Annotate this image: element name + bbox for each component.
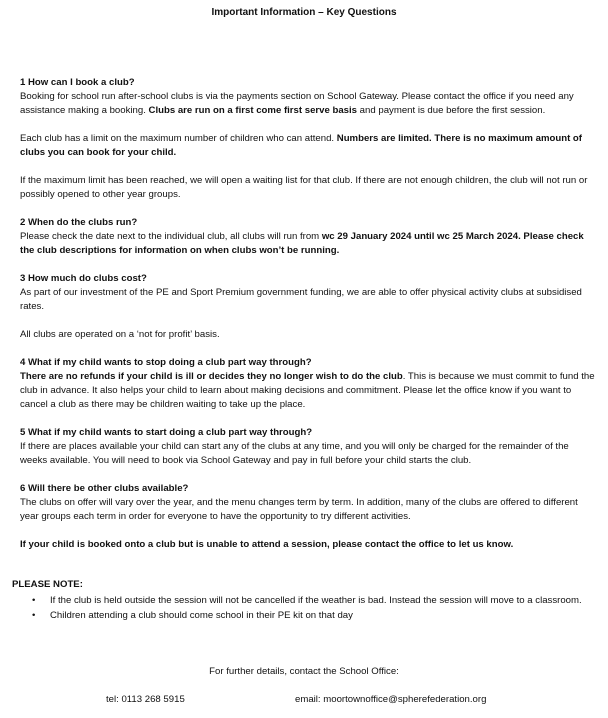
question-4-paragraph	[20, 370, 596, 412]
further-details-text: For further details, contact the School Office:	[209, 666, 399, 677]
question-2-paragraph	[20, 230, 596, 258]
question-1-paragraph-booking	[20, 90, 596, 118]
list-item	[32, 609, 592, 623]
question-2-heading: 2 When do the clubs run?	[20, 217, 138, 228]
question-3-heading: 3 How much do clubs cost?	[20, 273, 147, 284]
refund-explanation-text: . This is because we must commit to fund the club in advance. It also helps your child to learn about making decisions and commitment. Please let the office know if you want to cancel a club as there may be children waiting to take up the place.	[20, 371, 595, 410]
please-note-list	[32, 594, 592, 624]
bullet-icon: •	[32, 595, 36, 606]
bullet-icon: •	[32, 610, 36, 621]
question-1-paragraph-limit	[20, 132, 596, 160]
numbers-limited-text: Numbers are limited. There is no maximum amount of clubs you can book for your child.	[20, 133, 582, 158]
question-3-paragraph-not-for-profit: All clubs are operated on a ‘not for profit’ basis.	[20, 329, 220, 340]
question-5-paragraph: If there are places available your child can start any of the clubs at any time, and you will only be charged for the remainder of the weeks available. You will need to book via School Gateway and pay in full before your child starts the club.	[20, 441, 569, 466]
limit-text: Each club has a limit on the maximum number of children who can attend.	[20, 133, 337, 144]
first-come-text: Clubs are run on a first come first serve basis	[148, 105, 358, 116]
list-item	[32, 594, 592, 608]
question-5-heading: 5 What if my child wants to start doing a club part way through?	[20, 427, 313, 438]
note-pe-kit-text: Children attending a club should come school in their PE kit on that day	[50, 610, 353, 621]
question-4-heading: 4 What if my child wants to stop doing a club part way through?	[20, 357, 312, 368]
attendance-notice: If your child is booked onto a club but is unable to attend a session, please contact the office to let us know.	[20, 539, 514, 550]
dates-bold-text: wc 29 January 2024 until wc 25 March 2024. Please check the club descriptions for information on when clubs won’t be running.	[20, 231, 584, 256]
telephone-number: tel: 0113 268 5915	[106, 694, 185, 705]
email-address[interactable]: email: moortownoffice@spherefederation.org	[295, 694, 487, 705]
payment-text: and payment is due before the first session.	[357, 105, 546, 116]
page-title: Important Information – Key Questions	[211, 7, 397, 18]
please-note-heading: PLEASE NOTE:	[12, 579, 83, 590]
question-6-paragraph: The clubs on offer will vary over the year, and the menu changes term by term. In addition, many of the clubs are offered to different year groups each term in order for everyone to have the opportunity to try different activities.	[20, 497, 578, 522]
booking-text: Booking for school run after-school clubs is via the payments section on School Gateway. Please contact the office if you need any assistance making a booking.	[20, 91, 574, 116]
note-weather-text: If the club is held outside the session will not be cancelled if the weather is bad. Instead the session will move to a classroom.	[50, 595, 582, 606]
question-6-heading: 6 Will there be other clubs available?	[20, 483, 189, 494]
dates-text: Please check the date next to the individual club, all clubs will run from	[20, 231, 322, 242]
questions-section	[20, 76, 596, 552]
question-1-heading: 1 How can I book a club?	[20, 77, 135, 88]
no-refunds-text: There are no refunds if your child is ill or decides they no longer wish to do the club	[20, 371, 403, 382]
question-3-paragraph-funding: As part of our investment of the PE and Sport Premium government funding, we are able to offer physical activity clubs at subsidised rates.	[20, 287, 582, 312]
question-1-paragraph-waiting-list: If the maximum limit has been reached, we will open a waiting list for that club. If there are not enough children, the club will not run or possibly opened to other year groups.	[20, 175, 588, 200]
